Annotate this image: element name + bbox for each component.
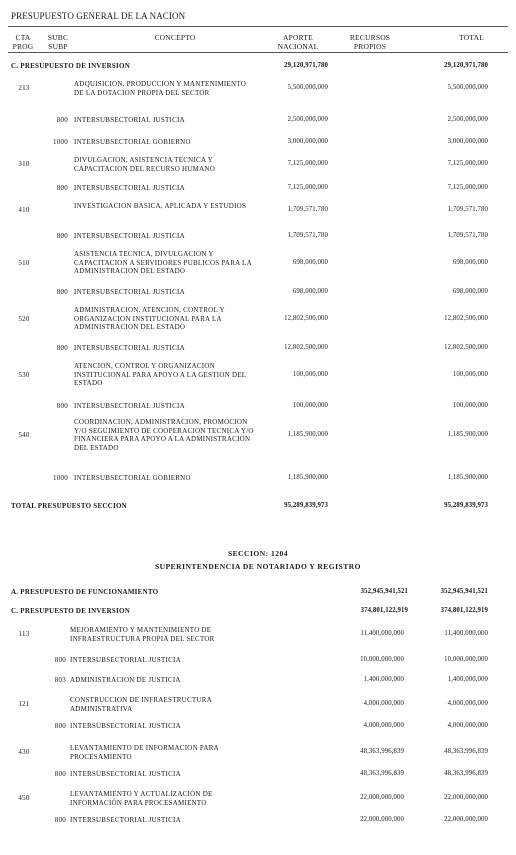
subprogram-code: 800 — [56, 402, 68, 410]
total-value: 1,400,000,000 — [447, 676, 488, 683]
header-total: TOTAL — [459, 33, 484, 42]
program-code: 540 — [18, 430, 30, 439]
header-recursos — [330, 33, 410, 51]
aporte-value: 3,000,000,000 — [287, 138, 328, 145]
total-value: 95,289,839,973 — [444, 502, 488, 509]
program-code: 410 — [18, 206, 30, 215]
recursos-value: 22,000,000,000 — [360, 794, 404, 802]
subprogram-concept: INTERSUBSECTORIAL JUSTICIA — [74, 232, 185, 240]
header-bottom-rule — [8, 52, 508, 53]
total-value: 12,802,500,000 — [444, 344, 488, 351]
subprogram-concept: INTERSUBSECTORIAL GOBIERNO — [74, 138, 191, 146]
header-concepto: CONCEPTO — [154, 33, 196, 42]
total-value: 698,000,000 — [452, 258, 488, 266]
subprogram-code: 800 — [54, 656, 66, 664]
header-recursos-line1: RECURSOS — [349, 33, 391, 42]
header-aporte-line1: APORTE — [283, 33, 313, 42]
subprogram-code: 800 — [56, 344, 68, 352]
total-value: 7,125,000,000 — [447, 184, 488, 191]
subprogram-concept: INTERSUBSECTORIAL JUSTICIA — [74, 184, 185, 192]
recursos-value: 4,000,000,000 — [363, 722, 404, 729]
recursos-value: 4,000,000,000 — [363, 700, 404, 708]
aporte-value: 1,185,900,000 — [287, 474, 328, 481]
program-concept: LEVANTAMIENTO Y ACTUALIZACIÓN DE INFORMACIÓN PARA PROCESAMIENTO — [70, 790, 213, 807]
aporte-value: 698,000,000 — [292, 288, 328, 295]
section-heading: C. PRESUPUESTO DE INVERSION — [11, 607, 131, 615]
total-value: 100,000,000 — [452, 370, 488, 378]
recursos-value: 10,000,000,000 — [360, 656, 404, 663]
recursos-value: 48,363,996,839 — [360, 748, 404, 756]
recursos-value: 352,945,941,521 — [360, 588, 408, 595]
total-value: 1,185,900,000 — [447, 474, 488, 481]
header-cta-line1: CTA — [15, 33, 31, 42]
program-concept: INVESTIGACION BASICA, APLICADA Y ESTUDIOS — [74, 202, 247, 210]
total-value: 48,363,996,839 — [444, 770, 488, 777]
total-value: 22,000,000,000 — [444, 794, 488, 802]
header-aporte — [258, 33, 338, 51]
program-code: 113 — [18, 630, 30, 639]
recursos-value: 374,801,122,919 — [360, 607, 408, 614]
aporte-value: 95,289,839,973 — [284, 502, 328, 509]
program-concept: COORDINACION, ADMINISTRACION, PROMOCION Y/O SEGUIMIENTO DE COOPERACION TECNICA Y/O FINANCIERA PARA APOYO A LA ADMINISTRACION DEL ESTADO — [74, 418, 254, 452]
program-concept: LEVANTAMIENTO DE INFORMACION PARA PROCESAMIENTO — [70, 744, 219, 761]
subprogram-concept: INTERSUBSECTORIAL JUSTICIA — [74, 402, 185, 410]
subprogram-code: 800 — [56, 184, 68, 192]
total-value: 22,000,000,000 — [444, 816, 488, 823]
header-recursos-line2: PROPIOS — [353, 42, 387, 51]
subprogram-concept: INTERSUBSECTORIAL JUSTICIA — [70, 816, 181, 824]
program-code: 430 — [18, 748, 30, 757]
seccion-label: SECCION: 1204 — [227, 549, 289, 558]
total-value: 12,802,500,000 — [444, 314, 488, 322]
program-concept: ASISTENCIA TECNICA, DIVULGACION Y CAPACITACION A SERVIDORES PUBLICOS PARA LA ADMINISTRACION DEL ESTADO — [74, 250, 252, 275]
aporte-value: 12,802,500,000 — [284, 344, 328, 351]
total-value: 698,000,000 — [452, 288, 488, 295]
subprogram-code: 800 — [54, 816, 66, 824]
program-concept: ADQUISICION, PRODUCCION Y MANTENIMIENTO DE LA DOTACION PROPIA DEL SECTOR — [74, 80, 247, 97]
total-value: 7,125,000,000 — [447, 160, 488, 168]
total-value: 100,000,000 — [452, 402, 488, 409]
aporte-value: 100,000,000 — [292, 370, 328, 378]
seccion-entity: SUPERINTENDENCIA DE NOTARIADO Y REGISTRO — [154, 562, 361, 571]
subprogram-code: 1000 — [53, 138, 68, 146]
program-code: 213 — [18, 84, 30, 93]
aporte-value: 100,000,000 — [292, 402, 328, 409]
program-concept: MEJORAMIENTO Y MANTENIMIENTO DE INFRAESTRUCTURA PROPIA DEL SECTOR — [70, 626, 215, 643]
program-code: 510 — [18, 258, 30, 267]
header-subc-line2: SUBP — [48, 42, 68, 51]
total-value: 3,000,000,000 — [447, 138, 488, 145]
recursos-value: 48,363,996,839 — [360, 770, 404, 777]
subprogram-code: 1000 — [53, 474, 68, 482]
total-value: 352,945,941,521 — [440, 588, 488, 595]
subprogram-concept: INTERSUBSECTORIAL JUSTICIA — [74, 116, 185, 124]
subprogram-concept: INTERSUBSECTORIAL JUSTICIA — [70, 656, 181, 664]
total-value: 5,500,000,000 — [447, 84, 488, 92]
aporte-value: 12,802,500,000 — [284, 314, 328, 322]
total-value: 1,709,571,780 — [447, 206, 488, 214]
recursos-value: 11,400,000,000 — [360, 630, 404, 638]
program-code: 121 — [18, 700, 30, 709]
header-aporte-line2: NACIONAL — [277, 42, 319, 51]
subprogram-code: 800 — [54, 770, 66, 778]
total-value: 11,400,000,000 — [444, 630, 488, 638]
subprogram-concept: INTERSUBSECTORIAL JUSTICIA — [74, 288, 185, 296]
total-value: 4,000,000,000 — [447, 700, 488, 708]
total-label: TOTAL PRESUPUESTO SECCION — [11, 502, 127, 510]
subprogram-code: 800 — [56, 288, 68, 296]
subprogram-concept: ADMINISTRACION DE JUSTICIA — [70, 676, 181, 684]
header-cta — [8, 33, 38, 51]
header-cta-line2: PROG — [12, 42, 34, 51]
total-value: 4,000,000,000 — [447, 722, 488, 729]
aporte-value: 29,120,971,780 — [284, 62, 328, 69]
header-subc-line1: SUBC — [47, 33, 69, 42]
program-concept: ADMINISTRACION, ATENCION, CONTROL Y ORGANIZACION INSTITUCIONAL PARA LA ADMINISTRACION DEL ESTADO — [74, 306, 225, 331]
section-heading: A. PRESUPUESTO DE FUNCIONAMIENTO — [11, 588, 159, 596]
program-concept: CONSTRUCCION DE INFRAESTRUCTURA ADMINISTRATIVA — [70, 696, 212, 713]
subprogram-code: 803 — [54, 676, 66, 684]
subprogram-code: 800 — [54, 722, 66, 730]
total-value: 2,500,000,000 — [447, 116, 488, 123]
page-title: PRESUPUESTO GENERAL DE LA NACION — [11, 11, 186, 21]
total-value: 1,709,571,780 — [447, 232, 488, 239]
section-heading: C. PRESUPUESTO DE INVERSION — [11, 62, 131, 70]
subprogram-concept: INTERSUBSECTORIAL JUSTICIA — [70, 722, 181, 730]
program-concept: ATENCION, CONTROL Y ORGANIZACION INSTITUCIONAL PARA APOYO A LA GESTION DEL ESTADO — [74, 362, 247, 387]
aporte-value: 1,709,571,780 — [287, 232, 328, 239]
program-code: 530 — [18, 370, 30, 379]
program-code: 450 — [18, 794, 30, 803]
subprogram-code: 800 — [56, 116, 68, 124]
aporte-value: 2,500,000,000 — [287, 116, 328, 123]
header-subc — [40, 33, 76, 51]
total-value: 48,363,996,839 — [444, 748, 488, 756]
program-concept: DIVULGACION, ASISTENCIA TECNICA Y CAPACITACION DEL RECURSO HUMANO — [74, 156, 216, 173]
total-value: 29,120,971,780 — [444, 62, 488, 69]
recursos-value: 22,000,000,000 — [360, 816, 404, 823]
program-code: 520 — [18, 314, 30, 323]
header-top-rule — [8, 26, 508, 27]
program-code: 310 — [18, 160, 30, 169]
subprogram-concept: INTERSUBSECTORIAL JUSTICIA — [74, 344, 185, 352]
subprogram-concept: INTERSUBSECTORIAL JUSTICIA — [70, 770, 181, 778]
aporte-value: 7,125,000,000 — [287, 184, 328, 191]
aporte-value: 698,000,000 — [292, 258, 328, 266]
aporte-value: 5,500,000,000 — [287, 84, 328, 92]
total-value: 1,185,900,000 — [447, 430, 488, 438]
aporte-value: 1,709,571,780 — [287, 206, 328, 214]
aporte-value: 7,125,000,000 — [287, 160, 328, 168]
subprogram-code: 800 — [56, 232, 68, 240]
total-value: 10,000,000,000 — [444, 656, 488, 663]
recursos-value: 1,400,000,000 — [363, 676, 404, 683]
subprogram-concept: INTERSUBSECTORIAL GOBIERNO — [74, 474, 191, 482]
aporte-value: 1,185,900,000 — [287, 430, 328, 438]
total-value: 374,801,122,919 — [440, 607, 488, 614]
